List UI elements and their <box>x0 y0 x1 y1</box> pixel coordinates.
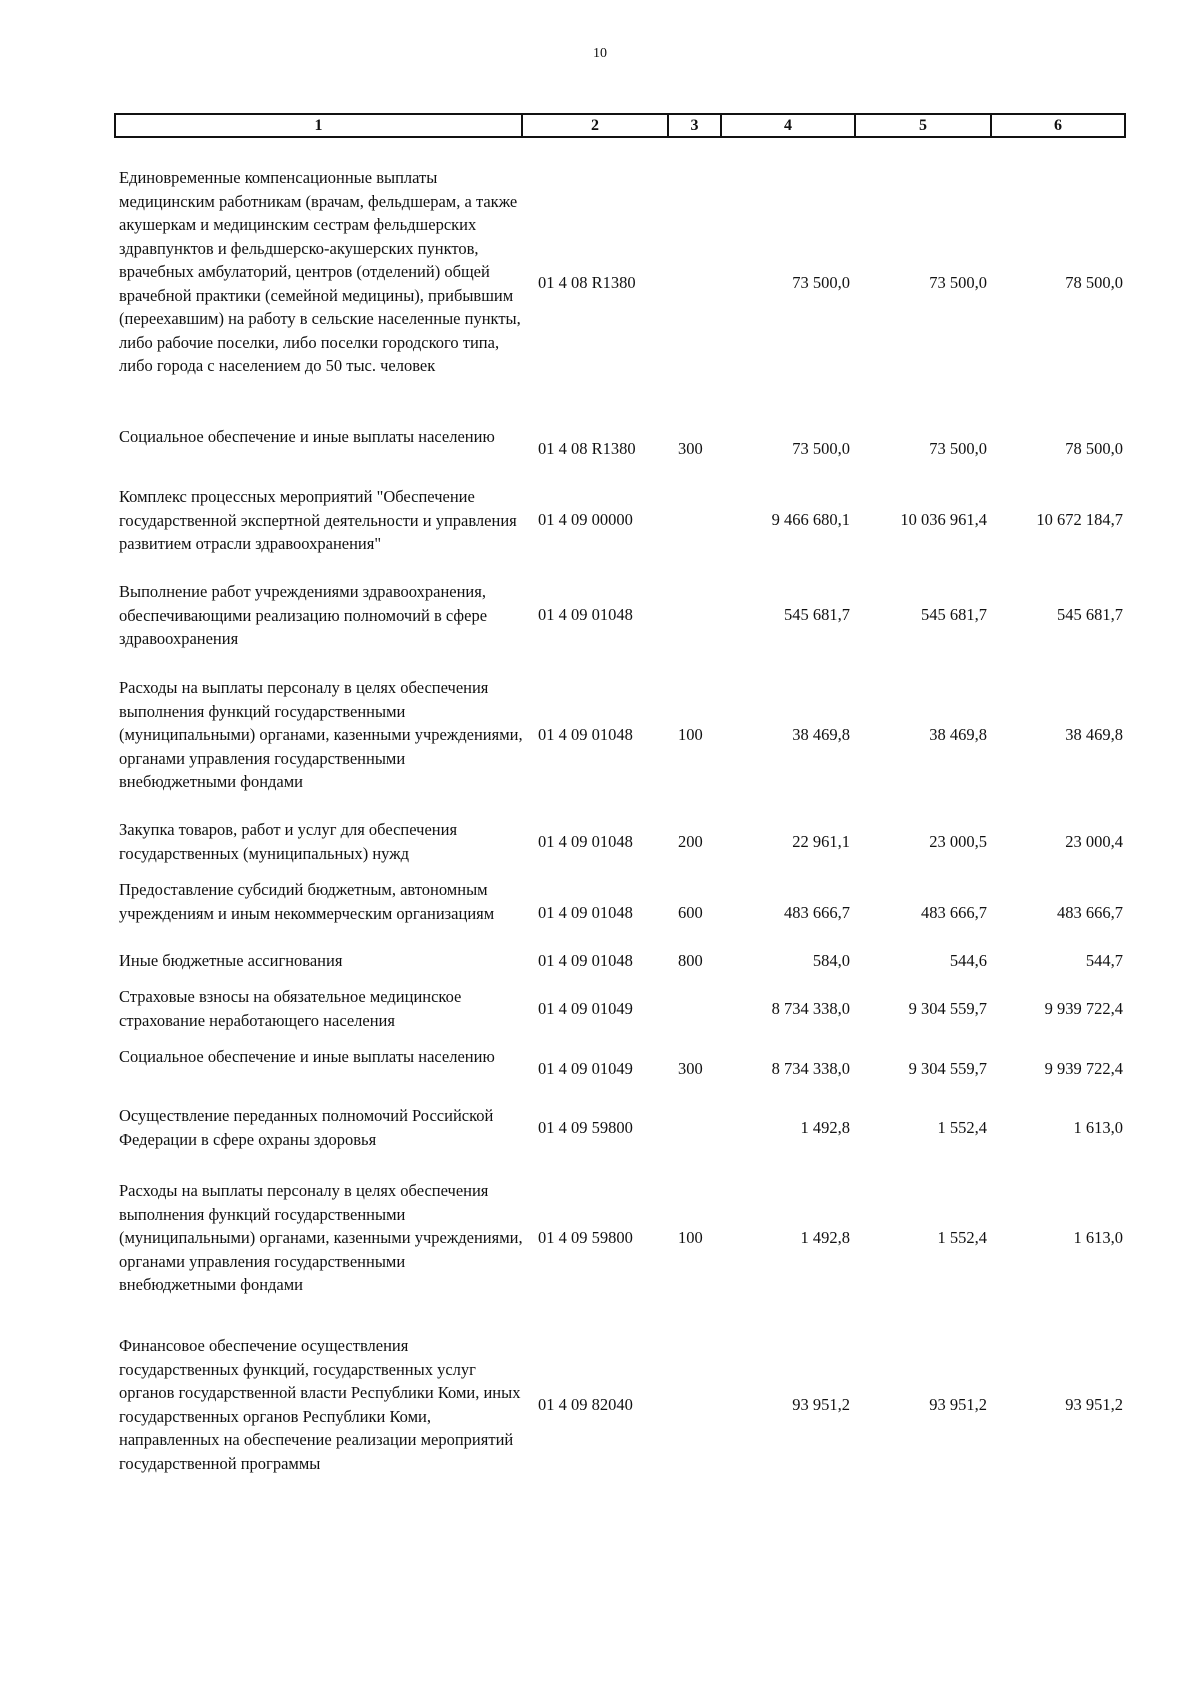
row-code: 01 4 08 R1380 <box>538 273 636 292</box>
table-row <box>0 818 1200 865</box>
column-header-3: 3 <box>668 114 721 137</box>
row-description: Предоставление субсидий бюджетным, автономным учреждениям и иным некоммерческим организациям <box>119 880 495 923</box>
row-value-col6: 1 613,0 <box>1073 1228 1123 1247</box>
row-description: Осуществление переданных полномочий Российской Федерации в сфере охраны здоровья <box>119 1106 494 1149</box>
row-value-col5: 10 036 961,4 <box>900 510 987 529</box>
row-code: 01 4 09 59800 <box>538 1228 633 1247</box>
row-description: Социальное обеспечение и иные выплаты населению <box>119 427 495 446</box>
table-row <box>0 1045 1200 1092</box>
column-header-1: 1 <box>115 114 522 137</box>
row-value-col5: 544,6 <box>949 951 987 970</box>
row-value-col6: 78 500,0 <box>1065 273 1123 292</box>
row-value-col4: 8 734 338,0 <box>771 1059 850 1078</box>
row-description: Закупка товаров, работ и услуг для обеспечения государственных (муниципальных) нужд <box>119 820 458 863</box>
row-description: Расходы на выплаты персоналу в целях обеспечения выполнения функций государственными (муниципальными) органами, казенными учреждениями, органами управления государственными внебюджетными фондами <box>119 678 523 791</box>
row-value-col6: 23 000,4 <box>1065 832 1123 851</box>
row-value-col5: 73 500,0 <box>929 273 987 292</box>
row-value-col5: 73 500,0 <box>929 439 987 458</box>
row-value-col5: 23 000,5 <box>929 832 987 851</box>
row-value-col6: 9 939 722,4 <box>1044 999 1123 1018</box>
row-value-col5: 93 951,2 <box>929 1395 987 1414</box>
table-row <box>0 949 1200 973</box>
column-header-4: 4 <box>721 114 855 137</box>
row-code: 01 4 08 R1380 <box>538 439 636 458</box>
row-value-col4: 584,0 <box>812 951 850 970</box>
row-value-col4: 73 500,0 <box>792 273 850 292</box>
row-expense-type: 100 <box>678 725 703 744</box>
row-value-col6: 545 681,7 <box>1057 605 1123 624</box>
row-description: Комплекс процессных мероприятий "Обеспечение государственной экспертной деятельности и управления развитием отрасли здравоохранения" <box>119 487 517 553</box>
row-code: 01 4 09 00000 <box>538 510 633 529</box>
row-code: 01 4 09 59800 <box>538 1118 633 1137</box>
row-value-col5: 1 552,4 <box>937 1118 987 1137</box>
table-row <box>0 878 1200 949</box>
row-value-col6: 544,7 <box>1085 951 1123 970</box>
table-row <box>0 985 1200 1032</box>
row-value-col4: 73 500,0 <box>792 439 850 458</box>
row-value-col6: 483 666,7 <box>1057 903 1123 922</box>
row-value-col5: 9 304 559,7 <box>908 999 987 1018</box>
table-row <box>0 676 1200 794</box>
row-code: 01 4 09 01048 <box>538 903 633 922</box>
row-code: 01 4 09 01048 <box>538 951 633 970</box>
row-value-col5: 1 552,4 <box>937 1228 987 1247</box>
page-number: 10 <box>593 46 607 61</box>
row-code: 01 4 09 01048 <box>538 605 633 624</box>
row-value-col4: 9 466 680,1 <box>771 510 850 529</box>
table-row <box>0 425 1200 472</box>
row-expense-type: 100 <box>678 1228 703 1247</box>
row-value-col4: 483 666,7 <box>784 903 850 922</box>
column-header-6: 6 <box>991 114 1125 137</box>
row-value-col4: 22 961,1 <box>792 832 850 851</box>
row-description: Финансовое обеспечение осуществления государственных функций, государственных услуг органов государственной власти Республики Коми, иных государственных органов Республики Коми, направленных на обеспечение реализации мероприятий государственной программы <box>119 1336 521 1473</box>
row-value-col6: 78 500,0 <box>1065 439 1123 458</box>
row-expense-type: 600 <box>678 903 703 922</box>
row-description: Иные бюджетные ассигнования <box>119 951 343 970</box>
row-value-col5: 483 666,7 <box>921 903 987 922</box>
table-row <box>0 1179 1200 1297</box>
row-value-col6: 9 939 722,4 <box>1044 1059 1123 1078</box>
row-description: Единовременные компенсационные выплаты медицинским работникам (врачам, фельдшерам, а также акушеркам и медицинским сестрам фельдшерских здравпунктов и фельдшерско-акушерских пунктов, врачебных амбулаторий, центров (отделений) общей врачебной практики (семейной медицины), прибывшим (переехавшим) на работу в сельские населенные пункты, либо рабочие поселки, либо поселки городского типа, либо города с населением до 50 тыс. человек <box>119 168 521 375</box>
row-code: 01 4 09 01048 <box>538 832 633 851</box>
row-code: 01 4 09 01049 <box>538 999 633 1018</box>
row-value-col6: 93 951,2 <box>1065 1395 1123 1414</box>
row-value-col4: 38 469,8 <box>792 725 850 744</box>
row-description: Страховые взносы на обязательное медицинское страхование неработающего населения <box>119 987 462 1030</box>
row-value-col4: 93 951,2 <box>792 1395 850 1414</box>
column-header-2: 2 <box>522 114 668 137</box>
row-value-col6: 10 672 184,7 <box>1036 510 1123 529</box>
row-value-col4: 1 492,8 <box>800 1118 850 1137</box>
row-expense-type: 200 <box>678 832 703 851</box>
table-row <box>0 485 1200 556</box>
row-value-col5: 38 469,8 <box>929 725 987 744</box>
row-value-col4: 8 734 338,0 <box>771 999 850 1018</box>
table-row <box>0 580 1200 651</box>
row-value-col6: 38 469,8 <box>1065 725 1123 744</box>
row-value-col5: 9 304 559,7 <box>908 1059 987 1078</box>
table-row <box>0 1104 1200 1151</box>
row-value-col5: 545 681,7 <box>921 605 987 624</box>
row-description: Выполнение работ учреждениями здравоохранения, обеспечивающими реализацию полномочий в сфере здравоохранения <box>119 582 488 648</box>
column-header-5: 5 <box>855 114 991 137</box>
row-code: 01 4 09 01049 <box>538 1059 633 1078</box>
row-value-col6: 1 613,0 <box>1073 1118 1123 1137</box>
table-row <box>0 1334 1200 1475</box>
row-code: 01 4 09 01048 <box>538 725 633 744</box>
row-expense-type: 800 <box>678 951 703 970</box>
row-description: Социальное обеспечение и иные выплаты населению <box>119 1047 495 1066</box>
row-value-col4: 1 492,8 <box>800 1228 850 1247</box>
row-expense-type: 300 <box>678 439 703 458</box>
row-description: Расходы на выплаты персоналу в целях обеспечения выполнения функций государственными (муниципальными) органами, казенными учреждениями, органами управления государственными внебюджетными фондами <box>119 1181 523 1294</box>
table-row <box>0 166 1200 401</box>
row-value-col4: 545 681,7 <box>784 605 850 624</box>
row-code: 01 4 09 82040 <box>538 1395 633 1414</box>
row-expense-type: 300 <box>678 1059 703 1078</box>
